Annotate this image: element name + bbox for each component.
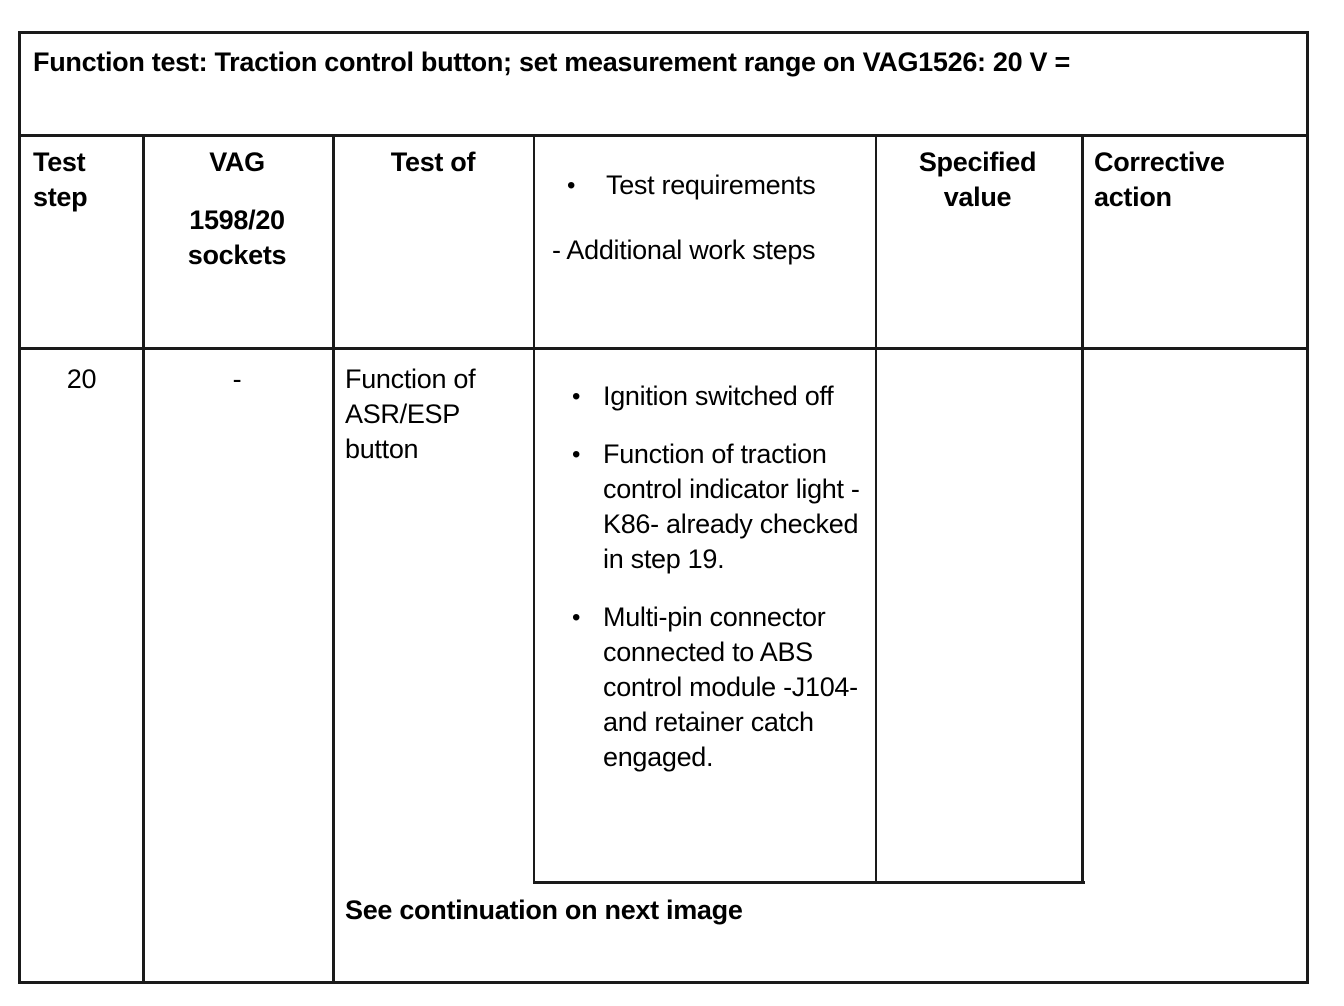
row-test-of: Function of ASR/ESP button [345,364,476,464]
header-corrective-action: Corrective action [1094,147,1225,212]
row-requirements [537,379,873,798]
header-vag-line1: VAG [209,147,265,177]
table-title: Function test: Traction control button; set measurement range on VAG1526: 20 V = [33,47,1070,77]
header-vag [146,145,328,273]
header-specified-value: Specified value [918,147,1037,212]
row-vag: - [232,364,242,394]
column-divider-4 [875,134,877,883]
requirements-box-bottom [533,881,1085,884]
column-divider-3 [533,134,535,883]
header-requirements [537,168,873,268]
table-border-bottom [18,981,1309,984]
requirements-list [537,379,873,775]
table-border-left [18,31,21,984]
requirement-item: • Function of traction control indicator light -K86- already checked in step 19. [537,437,873,577]
bullet-icon: • [567,172,576,199]
table-border-right [1306,31,1309,984]
requirement-item: • Multi-pin connector connected to ABS control module -J104- and retainer catch engaged. [537,600,873,775]
row-test-step: 20 [66,364,97,394]
header-vag-line2: 1598/20 sockets [187,205,287,270]
continuation-note: See continuation on next image [345,895,743,925]
title-divider [18,134,1309,137]
header-test-of: Test of [390,147,476,177]
header-divider [18,347,1309,350]
header-requirements-dash: - Additional work steps [552,235,816,265]
table-border-top [18,31,1309,34]
column-divider-2 [332,134,335,984]
header-requirements-bullet: Test requirements [606,170,816,200]
column-divider-5 [1081,134,1084,883]
requirement-item: • Ignition switched off [537,379,873,414]
column-divider-1 [142,134,145,984]
header-test-step: Test step [33,147,88,212]
